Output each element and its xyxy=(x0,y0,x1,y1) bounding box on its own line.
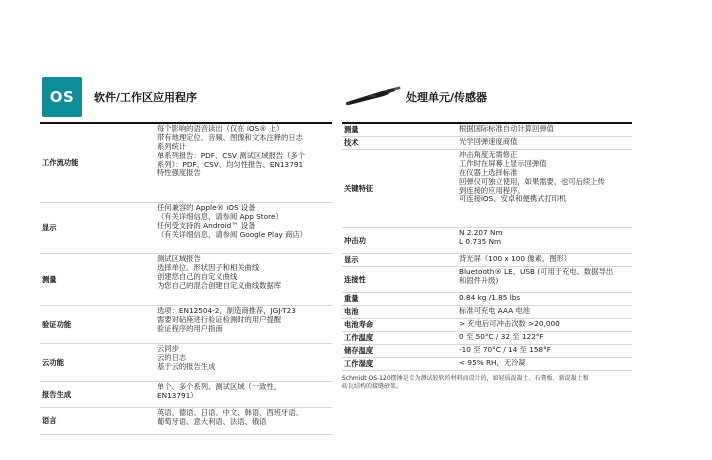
spec-row xyxy=(342,228,632,254)
spec-label: 冲击功 xyxy=(344,235,366,245)
spec-row xyxy=(40,124,332,203)
spec-label: 关键特征 xyxy=(344,183,374,193)
spec-row xyxy=(342,137,632,150)
spec-value: 光学回弹速度商值 xyxy=(459,137,518,146)
spec-label: 技术 xyxy=(344,138,359,147)
software-section-title: 软件/工作区应用程序 xyxy=(94,91,198,104)
software-header xyxy=(40,0,332,122)
spec-row xyxy=(40,203,332,254)
spec-row xyxy=(342,267,632,293)
spec-value: 0.84 kg /1.85 lbs xyxy=(459,293,521,302)
spec-label: 储存温度 xyxy=(344,346,374,355)
spec-label: 验证功能 xyxy=(42,319,72,329)
spec-row xyxy=(40,344,332,382)
os-app-logo xyxy=(42,77,82,117)
processing-unit-panel xyxy=(342,0,632,391)
spec-row xyxy=(40,254,332,306)
rebound-hammer-icon xyxy=(344,80,402,110)
spec-value: 任何兼容的 Apple® iOS 设备 （有关详细信息，请参阅 App Store） 任何受支持的 Android™ 设备 （有关详细信息，请参阅 Google Play 商店） xyxy=(157,203,308,239)
spec-label: 工作湿度 xyxy=(344,359,374,368)
spec-label: 测量 xyxy=(344,125,359,134)
spec-label: 电池寿命 xyxy=(344,320,374,329)
spec-label: 显示 xyxy=(344,255,359,264)
spec-row xyxy=(342,254,632,267)
spec-value: 选项：EN12504-2，制造商推荐，JGJ-T23 需要对砧座进行验证检测时的用户提醒 验证程序的用户指南 xyxy=(157,306,296,333)
spec-value: 每个影响的语音读出（仅在 iOS® 上） 带有地理定位、音频、图像和文本注释的日志 系列统计 单系列报告：PDF、CSV 测试区域报告（多个 系列）：PDF、CSV、均匀性报告、EN13791 特性强度报告 xyxy=(157,124,306,178)
spec-label: 显示 xyxy=(42,223,57,232)
spec-row xyxy=(342,293,632,306)
spec-label: 工作流功能 xyxy=(42,158,79,167)
spec-value: 英语、德语、日语、中文、韩语、西班牙语、 葡萄牙语、意大利语、法语、俄语 xyxy=(157,408,303,426)
software-panel xyxy=(40,0,332,435)
spec-row xyxy=(40,382,332,408)
spec-label: 语言 xyxy=(42,416,57,425)
spec-label: 重量 xyxy=(344,294,359,303)
spec-value: 测试区域报告 选择单位、形状因子和相关曲线 创建您自己的自定义曲线 为您自己的混合创建自定义曲线数据库 xyxy=(157,254,282,290)
spec-row xyxy=(342,332,632,345)
spec-value: Bluetooth® LE、USB (可用于充电、数据导出 和固件升级) xyxy=(459,267,614,285)
spec-value: 标准可充电 AAA 电池 xyxy=(459,306,531,315)
spec-row xyxy=(40,306,332,344)
software-spec-table xyxy=(40,124,332,435)
spec-row xyxy=(342,345,632,358)
spec-label: 连接性 xyxy=(344,274,366,284)
spec-value: 背光屏（100 x 100 像素，图形） xyxy=(459,254,572,263)
spec-value: 单个、多个系列、测试区域（一致性， EN13791） xyxy=(157,382,282,400)
spec-value: N 2.207 Nm L 0.735 Nm xyxy=(459,228,503,246)
spec-row xyxy=(40,408,332,435)
spec-row xyxy=(342,319,632,332)
os-logo-text: OS xyxy=(49,88,75,106)
processing-unit-spec-table xyxy=(342,124,632,371)
spec-row xyxy=(342,358,632,371)
spec-value: 冲击角度无需修正 工作时在屏幕上显示回弹值 在仪器上选择标准 回弹仪可独立使用，如果需要，也可后续上传 到连接的应用程序。 可连接iOS、安卓和便携式打印机 xyxy=(459,150,605,204)
spec-row xyxy=(342,124,632,137)
spec-value: < 95% RH，无冷凝 xyxy=(459,358,526,367)
processing-unit-section-title: 处理单元/传感器 xyxy=(406,91,488,104)
spec-value: 0 至 50°C / 32 至 122°F xyxy=(459,332,544,341)
spec-value: 云同步 云的日志 基于云的报告生成 xyxy=(157,344,216,371)
hammer-footnote: Schmidt OS-120摆锤是专为测试较软的材料而设计的，如轻质混凝土、石膏板、新混凝土和 砖瓦结构的接缝砂浆。 xyxy=(342,375,589,391)
spec-value: 根据国际标准自动计算回弹值 xyxy=(459,124,554,133)
spec-label: 工作温度 xyxy=(344,333,374,342)
spec-label: 测量 xyxy=(42,274,57,284)
spec-label: 云功能 xyxy=(42,357,64,367)
spec-label: 电池 xyxy=(344,307,359,316)
spec-value: -10 至 70°C / 14 至 158°F xyxy=(459,345,551,354)
spec-row xyxy=(342,306,632,319)
spec-value: > 充电后可冲击次数 >20,000 xyxy=(459,319,560,328)
spec-row xyxy=(342,150,632,228)
spec-label: 报告生成 xyxy=(42,389,72,399)
processing-unit-header xyxy=(342,0,632,122)
